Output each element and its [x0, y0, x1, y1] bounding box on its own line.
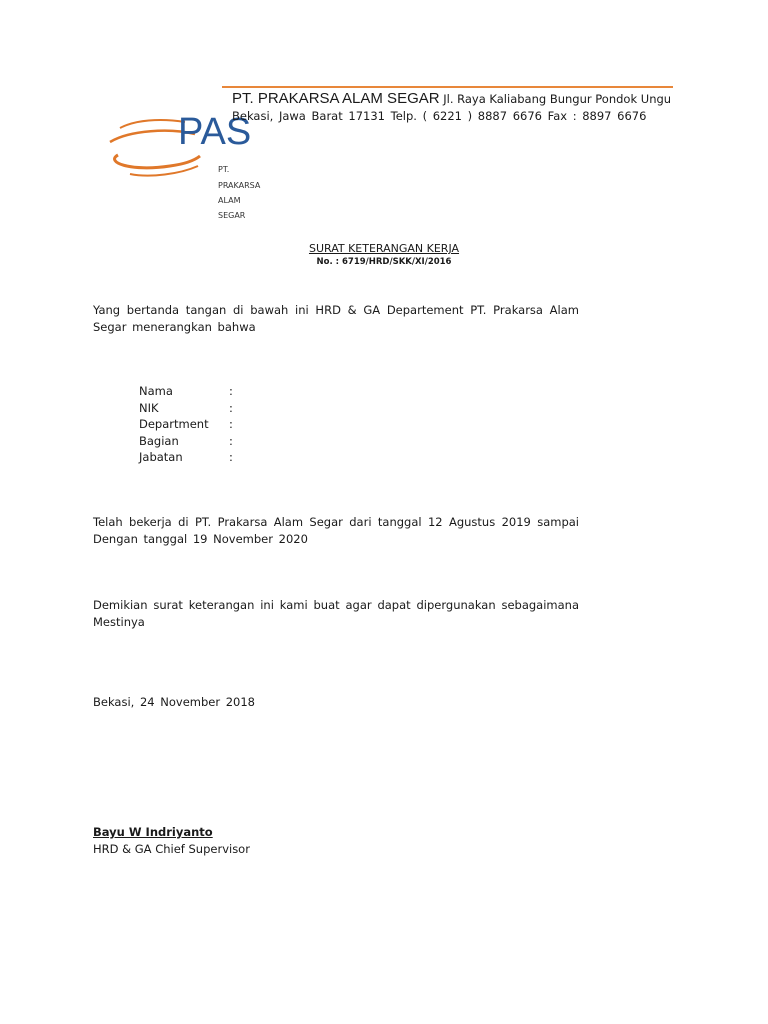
- field-row-department: [139, 416, 239, 433]
- document-title: SURAT KETERANGAN KERJA: [308, 242, 460, 255]
- field-row-nama: [139, 383, 239, 400]
- field-colon: :: [229, 417, 233, 431]
- logo-line: SEGAR: [218, 211, 246, 220]
- employee-fields: [139, 383, 239, 466]
- company-header: [232, 90, 671, 107]
- closing-paragraph: Demikian surat keterangan ini kami buat agar dapat dipergunakan sebagaimana Mestinya: [93, 598, 579, 629]
- field-label: Bagian: [139, 433, 179, 448]
- company-address-line1: Jl. Raya Kaliabang Bungur Pondok Ungu: [439, 92, 672, 106]
- signer-title: HRD & GA Chief Supervisor: [93, 842, 250, 856]
- logo-line: ALAM: [218, 196, 241, 205]
- field-label: NIK: [139, 400, 159, 415]
- field-label: Jabatan: [139, 450, 183, 464]
- logo-mark: PAS: [178, 111, 252, 153]
- letterhead-divider: [222, 86, 673, 88]
- intro-paragraph: Yang bertanda tangan di bawah ini HRD & GA Departement PT. Prakarsa Alam Segar menerangkan bahwa: [93, 303, 579, 334]
- field-label: Department: [139, 417, 209, 431]
- logo-line: PT.: [218, 165, 230, 174]
- company-name: PT. PRAKARSA ALAM SEGAR: [232, 90, 440, 107]
- logo-line: PRAKARSA: [218, 181, 261, 190]
- field-row-bagian: [139, 433, 239, 450]
- field-colon: :: [229, 450, 233, 464]
- field-row-nik: [139, 400, 239, 417]
- employment-period-paragraph: Telah bekerja di PT. Prakarsa Alam Segar dari tanggal 12 Agustus 2019 sampai Dengan tanggal 19 November 2020: [93, 515, 579, 546]
- field-colon: :: [229, 433, 233, 448]
- field-label: Nama: [139, 384, 173, 398]
- document-number: No. : 6719/HRD/SKK/XI/2016: [316, 257, 452, 267]
- place-date: Bekasi, 24 November 2018: [93, 695, 256, 709]
- signer-name: Bayu W Indriyanto: [93, 825, 213, 839]
- field-row-jabatan: [139, 449, 239, 466]
- field-colon: :: [229, 384, 233, 398]
- company-address-line2: Bekasi, Jawa Barat 17131 Telp. ( 6221 ) 8887 6676 Fax : 8897 6676: [232, 109, 647, 123]
- field-colon: :: [229, 400, 233, 415]
